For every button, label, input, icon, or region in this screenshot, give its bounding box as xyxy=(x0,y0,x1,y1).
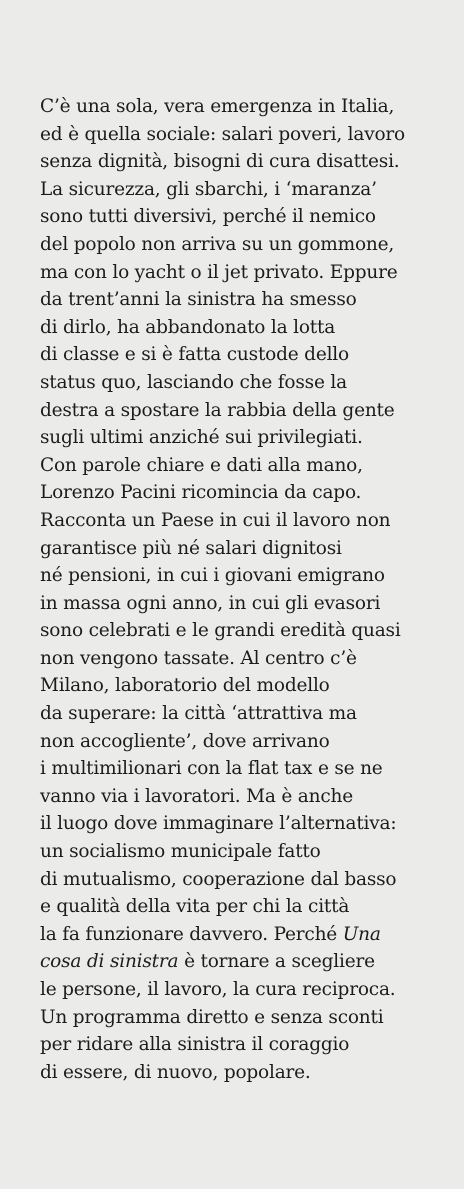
blurb-line: le persone, il lavoro, la cura reciproca. xyxy=(40,979,396,1000)
blurb-line: di mutualismo, cooperazione dal basso xyxy=(40,868,397,890)
blurb-line-with-title-start xyxy=(40,921,440,949)
blurb-line: Milano, laboratorio del modello xyxy=(40,675,330,697)
blurb-line: non accogliente’, dove arrivano xyxy=(40,730,330,752)
blurb-line: sono tutti diversivi, perché il nemico xyxy=(40,206,376,228)
book-title-end: cosa di sinistra xyxy=(40,951,179,973)
blurb-line: status quo, lasciando che fosse la xyxy=(40,371,347,393)
blurb-line: La sicurezza, gli sbarchi, i ‘maranza’ xyxy=(40,178,377,200)
blurb-line: Lorenzo Pacini ricomincia da capo. xyxy=(40,482,362,504)
book-title-start: Una xyxy=(342,923,381,945)
book-blurb xyxy=(40,93,440,1086)
blurb-line: C’è una sola, vera emergenza in Italia, xyxy=(40,96,395,117)
blurb-line: Racconta un Paese in cui il lavoro non xyxy=(40,509,391,531)
blurb-line: in massa ogni anno, in cui gli evasori xyxy=(40,592,381,614)
blurb-line: Con parole chiare e dati alla mano, xyxy=(40,454,363,476)
blurb-line: non vengono tassate. Al centro c’è xyxy=(40,647,357,669)
blurb-line: il luogo dove immaginare l’alternativa: xyxy=(40,813,397,835)
blurb-line-text: la fa funzionare davvero. Perché xyxy=(40,923,338,945)
blurb-line: i multimilionari con la flat tax e se ne xyxy=(40,758,383,780)
blurb-line-with-title-end xyxy=(40,948,440,976)
blurb-line: di dirlo, ha abbandonato la lotta xyxy=(40,316,336,338)
blurb-line: destra a spostare la rabbia della gente xyxy=(40,399,395,421)
blurb-line: del popolo non arriva su un gommone, xyxy=(40,233,395,255)
blurb-line: sugli ultimi anziché sui privilegiati. xyxy=(40,427,363,449)
blurb-line: ed è quella sociale: salari poveri, lavoro xyxy=(40,123,405,145)
blurb-line: vanno via i lavoratori. Ma è anche xyxy=(40,785,353,807)
blurb-line: per ridare alla sinistra il coraggio xyxy=(40,1034,350,1056)
blurb-line: di essere, di nuovo, popolare. xyxy=(40,1061,311,1083)
blurb-line-text: è tornare a scegliere xyxy=(178,951,375,973)
blurb-line: di classe e si è fatta custode dello xyxy=(40,344,349,366)
blurb-line: sono celebrati e le grandi eredità quasi xyxy=(40,620,401,642)
blurb-line: garantisce più né salari dignitosi xyxy=(40,537,342,559)
blurb-line: né pensioni, in cui i giovani emigrano xyxy=(40,565,385,587)
blurb-line: da trent’anni la sinistra ha smesso xyxy=(40,289,357,311)
blurb-line: da superare: la città ‘attrattiva ma xyxy=(40,703,357,725)
blurb-line: Un programma diretto e senza sconti xyxy=(40,1006,384,1028)
blurb-line: senza dignità, bisogni di cura disattesi. xyxy=(40,151,400,173)
blurb-line: ma con lo yacht o il jet privato. Eppure xyxy=(40,261,398,283)
blurb-line: un socialismo municipale fatto xyxy=(40,841,321,863)
blurb-line: e qualità della vita per chi la città xyxy=(40,896,350,918)
